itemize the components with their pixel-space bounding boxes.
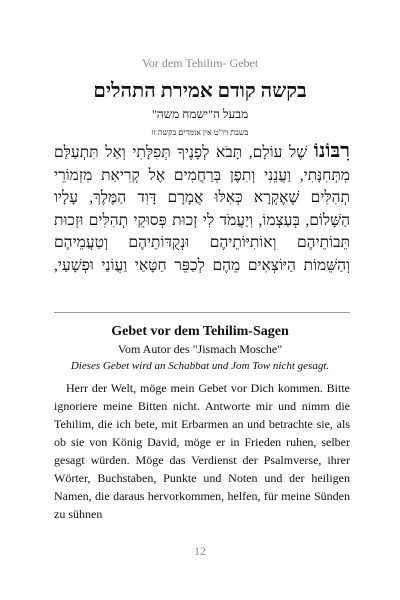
german-subtitle: Vom Autor des "Jismach Mosche" (117, 342, 283, 356)
running-head: Vor dem Tehilim- Gebet (141, 56, 259, 70)
hebrew-title: בקשה קודם אמירת התהלים (93, 80, 307, 102)
german-title: Gebet vor dem Tehilim-Sagen (111, 324, 289, 339)
german-prayer-text: Herr der Welt, möge mein Gebet vor Dich kommen. Bitte ignoriere meine Bitten nicht. Antworte mir und nimm die Tehilim, die ich bete, mit Erbarmen an und betrachte sie, als ob sie von König David, möge er in Frieden ruhen, selber gesagt würden. Möge das Verdienst der Psalmverse, ihrer Wörter, Buchstaben, Punkte und Noten und der heiligen Namen, die daraus hervorkommen, helfen, für meine Sünden zu sühnen (54, 381, 350, 521)
hebrew-prayer-text (54, 140, 350, 277)
hebrew-body-text: שֶׁל עוֹלָם, תָּבֹא לְפָנֶיךָ תְּפִלָּתִי וְאַל תִּתְעַלַּם מִתְּחִנָּתִי, וַעֲנֵנִי וְתִפֶן בְּרַחֲמִים אֶל קְרִיאַת מִזְמוֹרֵי תְהִלִּים שֶׁאֶקְרָא כְּאִלּוּ אֲמָרָם דָּוִד הַמֶּלֶךְ, עָלָיו הַשָּׁלוֹם, בְּעַצְמוֹ, וִיַעֲמֹד לִי זְכוּת פְּסוּקֵי תְהִלִּים וּזְכוּת תֵּבוֹתֵיהֶם וְאוֹתִיּוֹתֵיהֶם וּנְקֻדּוֹתֵיהֶם וְטַעֲמֵיהֶם וְהַשֵּׁמוֹת הַיּוֹצְאִים מֵהֶם לְכַפֵּר חַטָּאַי וַעֲוֹנַי וּפְשָׁעַי, (54, 144, 350, 274)
hebrew-first-word: רִבּוֹנוֹ (313, 140, 350, 162)
german-note: Dieses Gebet wird an Schabbat und Jom Tow nicht gesagt. (70, 360, 330, 372)
hebrew-note: בשבת ויו"ט אין אומרים בקשה זו (151, 128, 249, 137)
hebrew-subtitle: מבעל ה"ישמח משה" (151, 107, 249, 121)
section-divider (54, 312, 350, 313)
page-number: 12 (194, 544, 206, 558)
